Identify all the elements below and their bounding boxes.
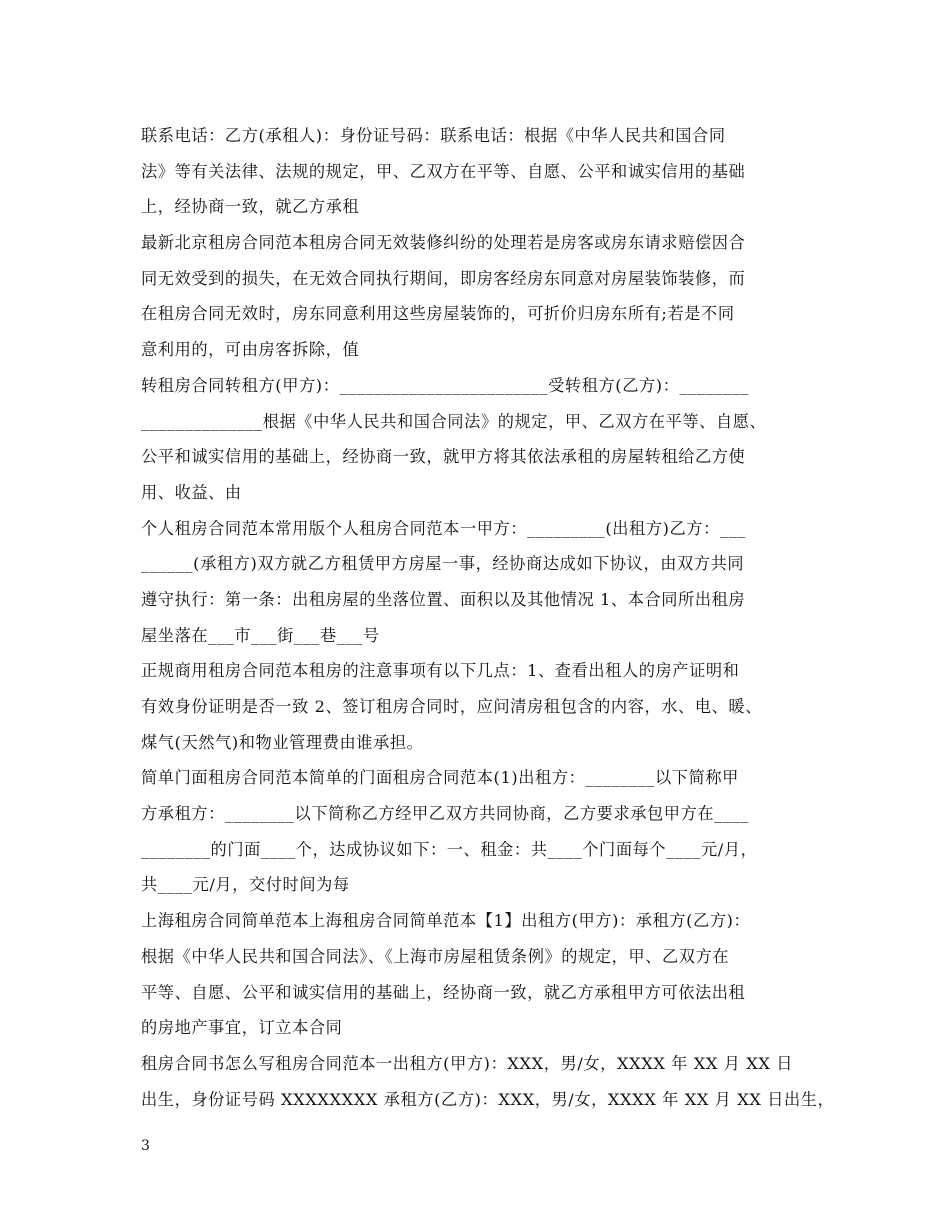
text-line: 意利用的，可由房客拆除，值 [141,340,360,360]
text-line: ________的门面____个，达成协议如下：一、租金：共____个门面每个____元/月， [141,839,758,859]
paragraph-beijing-contract [141,225,827,368]
text-line: 转租房合同转租方(甲方)：________________________受转租方(乙方)：________ [141,375,750,395]
text-line: 遵守执行：第一条：出租房屋的坐落位置、面积以及其他情况 1、本合同所出租房 [141,589,746,609]
text-line: 用、收益、由 [141,482,242,502]
text-line: 同无效受到的损失，在无效合同执行期间，即房客经房东同意对房屋装饰装修，而 [141,268,746,288]
text-line: 个人租房合同范本常用版个人租房合同范本一甲方：_________(出租方)乙方：___ [141,518,746,538]
text-line: ______(承租方)双方就乙方租赁甲方房屋一事，经协商达成如下协议，由双方共同 [141,554,745,574]
paragraph-shanghai-contract [141,903,827,1046]
paragraph-commercial-notes [141,653,827,760]
page-number: 3 [141,1138,150,1154]
text-line: 根据《中华人民共和国合同法》、《上海市房屋租赁条例》的规定，甲、乙双方在 [141,946,730,966]
text-line: 租房合同书怎么写租房合同范本一出租方(甲方)：XXX，男/女，XXXX 年 XX 月 XX 日 [141,1053,794,1073]
text-line: 屋坐落在___市___街___巷___号 [141,625,380,645]
paragraph-sublease-contract [141,368,827,511]
text-line: 的房地产事宜，订立本合同 [141,1018,343,1038]
text-line: 公平和诚实信用的基础上，经协商一致，就甲方将其依法承租的房屋转租给乙方使 [141,447,746,467]
text-line: ______________根据《中华人民共和国合同法》的规定，甲、乙双方在平等、自愿、 [141,411,767,431]
text-line: 联系电话：乙方(承租人)：身份证号码：联系电话：根据《中华人民共和国合同 [141,126,726,145]
paragraph-contact-info [141,118,827,225]
text-line: 方承租方：________以下简称乙方经甲乙双方共同协商，乙方要求承包甲方在____ [141,804,749,824]
paragraph-how-to-write [141,1046,835,1117]
paragraph-storefront-contract [141,760,827,903]
text-line: 出生，身份证号码 XXXXXXXX 承租方(乙方)：XXX，男/女，XXXX 年 XX 月 XX 日出生， [141,1089,835,1109]
text-line: 在租房合同无效时，房东同意利用这些房屋装饰的，可折价归房东所有;若是不同 [141,304,735,324]
text-line: 正规商用租房合同范本租房的注意事项有以下几点：1、查看出租人的房产证明和 [141,661,740,681]
text-line: 简单门面租房合同范本简单的门面租房合同范本(1)出租方：________以下简称甲 [141,768,739,788]
paragraph-personal-contract [141,511,827,654]
text-line: 共____元/月，交付时间为每 [141,875,350,895]
text-line: 有效身份证明是否一致 2、签订租房合同时，应问清房租包含的内容，水、电、暖、 [141,697,762,716]
text-line: 最新北京租房合同范本租房合同无效装修纠纷的处理若是房客或房东请求赔偿因合 [141,233,746,253]
text-line: 煤气(天然气)和物业管理费由谁承担。 [141,732,424,752]
text-line: 上海租房合同简单范本上海租房合同简单范本【1】出租方(甲方)：承租方(乙方)： [141,911,751,931]
text-line: 上，经协商一致，就乙方承租 [141,197,360,217]
text-line: 法》等有关法律、法规的规定，甲、乙双方在平等、自愿、公平和诚实信用的基础 [141,161,746,181]
text-line: 平等、自愿、公平和诚实信用的基础上，经协商一致，就乙方承租甲方可依法出租 [141,982,746,1002]
document-body [141,118,835,1117]
